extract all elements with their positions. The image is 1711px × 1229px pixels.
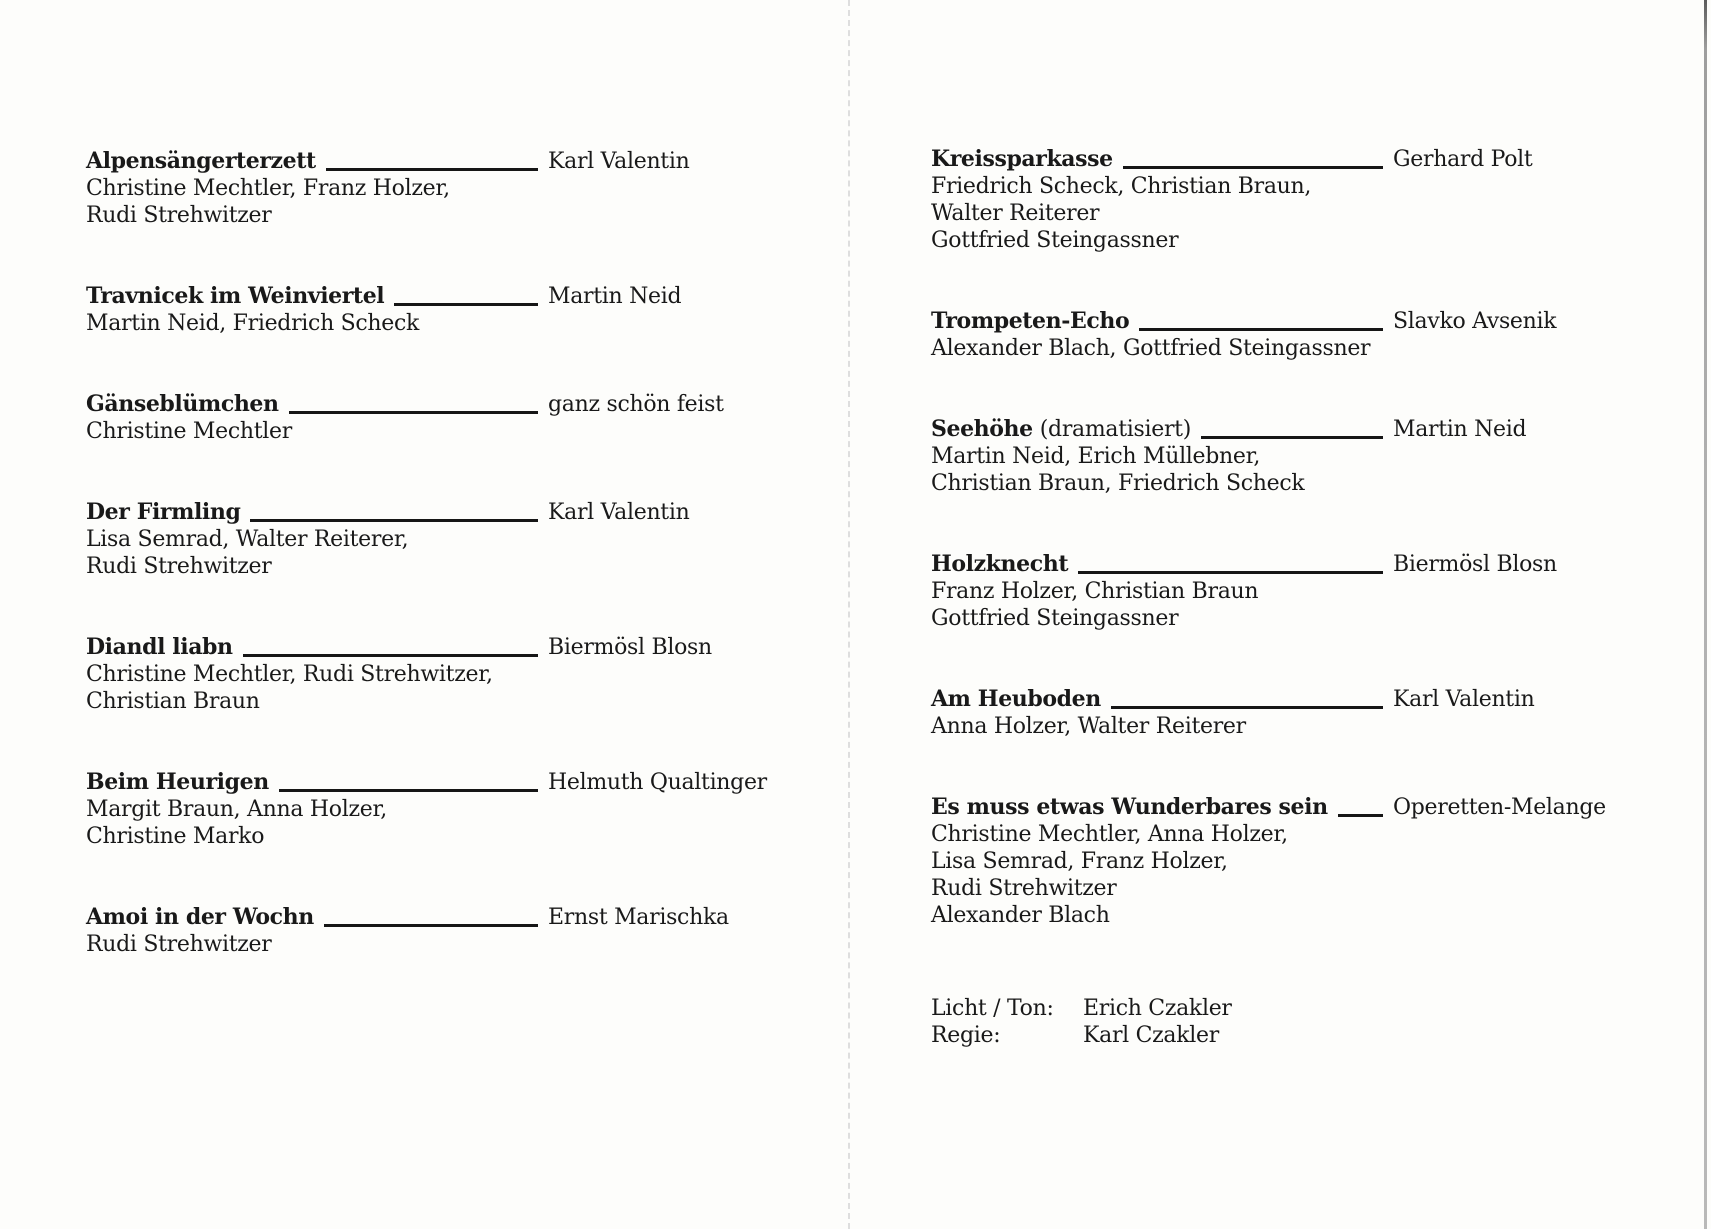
entry-head: [86, 148, 538, 175]
performer-line: Martin Neid, Erich Müllebner,: [931, 444, 1261, 469]
crew-label: Licht / Ton:: [931, 996, 1054, 1021]
program-entry: [86, 904, 776, 958]
program-entry: [86, 391, 776, 445]
performer-line: Christian Braun, Friedrich Scheck: [931, 471, 1305, 496]
entry-title-note: (dramatisiert): [1039, 417, 1191, 442]
entry-author: Biermösl Blosn: [548, 635, 712, 660]
entry-rule: [324, 904, 538, 927]
right-page: [931, 146, 1661, 1049]
crew-label: Regie:: [931, 1023, 1001, 1048]
performer-line: Christian Braun: [86, 689, 260, 714]
performer-line: Lisa Semrad, Walter Reiterer,: [86, 527, 409, 552]
performer-line: Christine Mechtler, Rudi Strehwitzer,: [86, 662, 493, 687]
performer-line: Gottfried Steingassner: [931, 228, 1179, 253]
performer-line: Rudi Strehwitzer: [86, 932, 272, 957]
entry-head: [86, 634, 538, 661]
entry-author: Karl Valentin: [548, 500, 690, 525]
entry-rule: [243, 634, 538, 657]
program-entry: [86, 769, 776, 850]
performer-line: Walter Reiterer: [931, 201, 1100, 226]
performers: [86, 661, 776, 715]
performer-line: Franz Holzer, Christian Braun: [931, 579, 1259, 604]
performers: [86, 175, 776, 229]
entry-rule: [326, 148, 538, 171]
performer-line: Alexander Blach, Gottfried Steingassner: [931, 336, 1371, 361]
entry-rule: [1123, 146, 1383, 169]
crew-block: [931, 995, 1661, 1049]
entry-rule: [1078, 551, 1383, 574]
entry-rule: [250, 499, 538, 522]
entry-head: [931, 794, 1383, 821]
entry-head: [86, 904, 538, 931]
entry-author: Ernst Marischka: [548, 905, 729, 930]
entry-rule: [1338, 794, 1383, 817]
entry-title: Amoi in der Wochn: [86, 904, 314, 930]
entry-author: Biermösl Blosn: [1393, 552, 1557, 577]
entry-title: Seehöhe: [931, 416, 1033, 442]
performers: [931, 335, 1661, 362]
performers: [931, 443, 1661, 497]
entry-head: [86, 283, 538, 310]
performers: [86, 526, 776, 580]
crew-name: Erich Czakler: [1083, 996, 1232, 1021]
entry-title: Travnicek im Weinviertel: [86, 283, 385, 309]
entry-title: Der Firmling: [86, 499, 241, 525]
performers: [931, 821, 1661, 929]
program-entry: [86, 499, 776, 580]
entry-head: [86, 499, 538, 526]
entry-author: Slavko Avsenik: [1393, 309, 1557, 334]
entry-head: [931, 146, 1383, 173]
performer-line: Alexander Blach: [931, 903, 1110, 928]
performer-line: Gottfried Steingassner: [931, 606, 1179, 631]
entry-author: Gerhard Polt: [1393, 147, 1533, 172]
left-page: [86, 148, 776, 1012]
performer-line: Rudi Strehwitzer: [86, 554, 272, 579]
crew-row: [931, 1022, 1661, 1049]
performer-line: Christine Marko: [86, 824, 265, 849]
entry-author: ganz schön feist: [548, 392, 724, 417]
program-entry: [931, 416, 1661, 497]
performer-line: Rudi Strehwitzer: [86, 203, 272, 228]
entry-author: Operetten-Melange: [1393, 795, 1606, 820]
entry-head: [931, 551, 1383, 578]
entry-author: Karl Valentin: [1393, 687, 1535, 712]
center-fold-line: [848, 0, 850, 1229]
entry-title: Gänseblümchen: [86, 391, 279, 417]
performer-line: Margit Braun, Anna Holzer,: [86, 797, 387, 822]
performer-line: Rudi Strehwitzer: [931, 876, 1117, 901]
performer-line: Anna Holzer, Walter Reiterer: [931, 714, 1246, 739]
entry-rule: [394, 283, 538, 306]
program-entry: [931, 686, 1661, 740]
program-entry: [86, 283, 776, 337]
performers: [86, 310, 776, 337]
performer-line: Friedrich Scheck, Christian Braun,: [931, 174, 1312, 199]
entry-title: Trompeten-Echo: [931, 308, 1130, 334]
program-entry: [931, 146, 1661, 254]
program-entry: [86, 634, 776, 715]
entry-rule: [289, 391, 538, 414]
performer-line: Martin Neid, Friedrich Scheck: [86, 311, 420, 336]
entry-head: [931, 308, 1383, 335]
crew-row: [931, 995, 1661, 1022]
entry-author: Martin Neid: [548, 284, 682, 309]
entry-rule: [1111, 686, 1383, 709]
entry-title: Es muss etwas Wunderbares sein: [931, 794, 1328, 820]
program-entry: [86, 148, 776, 229]
entry-author: Helmuth Qualtinger: [548, 770, 767, 795]
crew-name: Karl Czakler: [1083, 1023, 1219, 1048]
entry-author: Karl Valentin: [548, 149, 690, 174]
performers: [931, 713, 1661, 740]
entry-title: Diandl liabn: [86, 634, 233, 660]
entry-head: [86, 769, 538, 796]
entry-title: Kreissparkasse: [931, 146, 1113, 172]
performer-line: Christine Mechtler, Anna Holzer,: [931, 822, 1288, 847]
entry-head: [931, 686, 1383, 713]
scan-edge-line: [1704, 0, 1707, 1229]
entry-rule: [1139, 308, 1383, 331]
performers: [86, 931, 776, 958]
performer-line: Lisa Semrad, Franz Holzer,: [931, 849, 1228, 874]
program-entry: [931, 794, 1661, 929]
program-entry: [931, 308, 1661, 362]
performers: [931, 173, 1661, 254]
entry-title: Beim Heurigen: [86, 769, 269, 795]
performers: [931, 578, 1661, 632]
entry-title: Am Heuboden: [931, 686, 1101, 712]
performers: [86, 418, 776, 445]
entry-title: Alpensängerterzett: [86, 148, 316, 174]
entry-title: Holzknecht: [931, 551, 1069, 577]
entry-author: Martin Neid: [1393, 417, 1527, 442]
performer-line: Christine Mechtler, Franz Holzer,: [86, 176, 450, 201]
entry-head: [931, 416, 1383, 443]
entry-rule: [279, 769, 538, 792]
entry-rule: [1201, 416, 1383, 439]
performers: [86, 796, 776, 850]
entry-head: [86, 391, 538, 418]
performer-line: Christine Mechtler: [86, 419, 292, 444]
program-entry: [931, 551, 1661, 632]
